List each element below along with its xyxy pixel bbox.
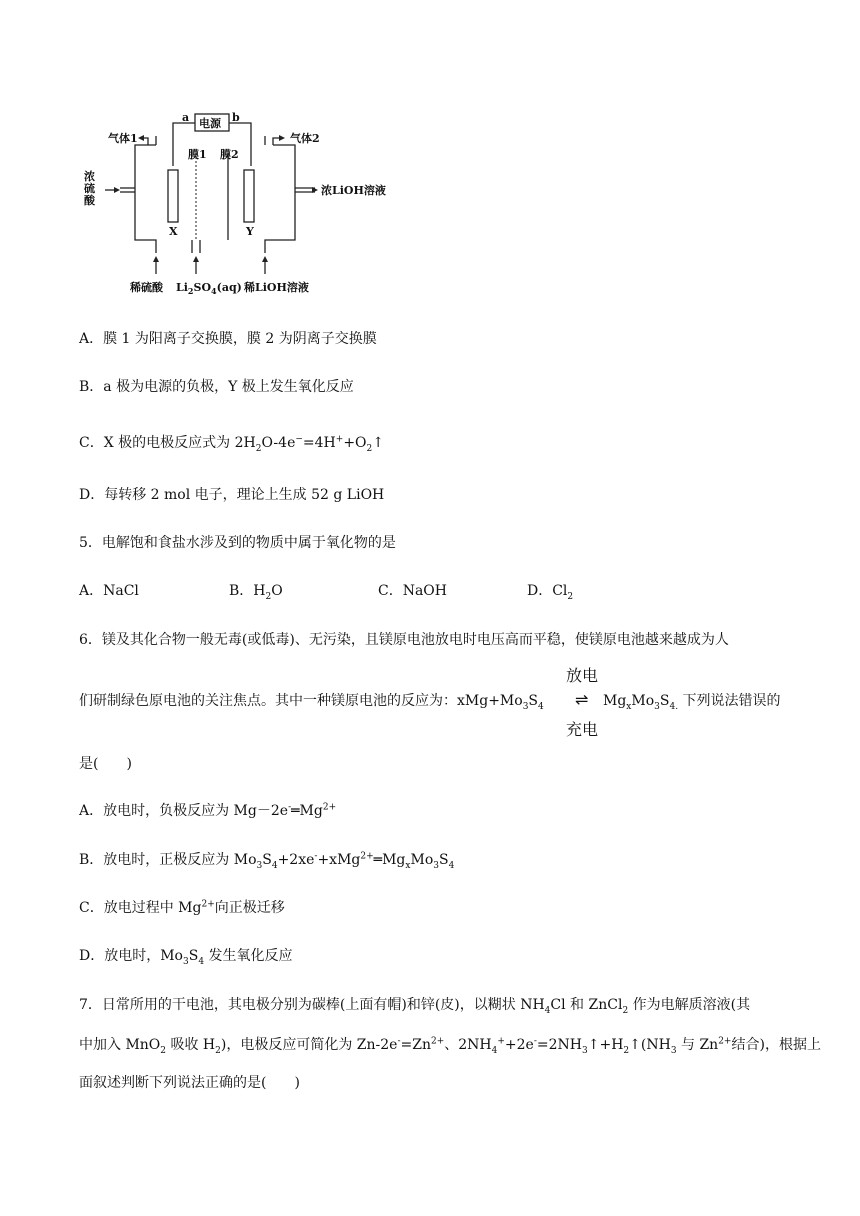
q6-product: $Mg_xMo_3S_{4.}$ 下列说法错误的 xyxy=(603,693,781,712)
q6-eq-discharge: 放电 xyxy=(566,666,599,685)
electrolysis-diagram xyxy=(80,108,410,304)
q7-stem-line3: 面叙述判断下列说法正确的是( ) xyxy=(79,1075,300,1091)
q6-option-c: C．放电过程中 $Mg^{2+}$向正极迁移 xyxy=(79,899,285,916)
q6-option-a: A．放电时，负极反应为 $Mg-2e^-═Mg^{2+}$ xyxy=(79,802,337,819)
q6-stem-line1: 6．镁及其化合物一般无毒(或低毒)、无污染，且镁原电池放电时电压高而平稳，使镁原电池越来越成为人 xyxy=(79,632,729,648)
conc-acid-label-1: 浓 xyxy=(84,170,95,183)
dilute-acid-label: 稀硫酸 xyxy=(130,281,163,294)
conc-acid-label-2: 硫 xyxy=(84,182,95,195)
q5-option-d: D．$Cl_2$ xyxy=(527,583,574,602)
conc-acid-label-3: 酸 xyxy=(84,194,95,207)
q6-stem-line2: 们研制绿色原电池的关注焦点。其中一种镁原电池的反应为：$xMg+Mo_3S_4$ xyxy=(79,693,544,712)
q6-eq-charge: 充电 xyxy=(566,720,599,739)
q6-eq-arrow: ⇌ xyxy=(575,690,589,709)
q7-stem-line2: 中加入 MnO$_2$ 吸收 $H_2$)，电极反应可简化为 $Zn-2e^-=Zn^{2+}$、$2NH_4^++2e^-=2NH_3↑+H_2↑(NH_3$ 与 $Zn^{2+}$结合)，根据上 xyxy=(79,1036,821,1056)
li2so4-label: $Li_2SO_4(aq)$ xyxy=(176,281,242,296)
q5-option-c: C．NaOH xyxy=(378,583,447,599)
conc-lioh-label: 浓LiOH溶液 xyxy=(321,184,386,197)
q5-option-b: B．$H_2O$ xyxy=(229,583,283,602)
electrode-y-label: Y xyxy=(246,225,254,238)
dilute-lioh-label: 稀LiOH溶液 xyxy=(244,281,309,294)
terminal-a-label: a xyxy=(182,111,190,124)
q5-option-a: A．NaCl xyxy=(79,583,139,599)
electrolysis-cell-svg xyxy=(80,108,410,304)
q7-stem-line1: 7．日常所用的干电池，其电极分别为碳棒(上面有帽)和锌(皮)，以糊状 $NH_4Cl$ 和 ZnCl$_2$ 作为电解质溶液(其 xyxy=(79,997,751,1016)
q6-option-d: D．放电时，$Mo_3S_4$ 发生氧化反应 xyxy=(79,948,293,967)
membrane2-label: 膜2 xyxy=(220,148,239,161)
electrode-x xyxy=(168,170,178,222)
membrane1-label: 膜1 xyxy=(188,148,207,161)
q4-option-d: D．每转移 2 mol 电子，理论上生成 52 g LiOH xyxy=(79,487,385,503)
power-supply-label: 电源 xyxy=(199,117,221,130)
q6-option-b: B．放电时，正极反应为 $Mo_3S_4+2xe^-+xMg^{2+}═Mg_xMo_3S_4$ xyxy=(79,851,455,871)
q4-option-a: A．膜 1 为阳离子交换膜，膜 2 为阴离子交换膜 xyxy=(79,331,377,347)
q6-stem-line3: 是( ) xyxy=(79,756,132,772)
q5-stem: 5．电解饱和食盐水涉及到的物质中属于氧化物的是 xyxy=(79,535,396,551)
gas1-label: 气体1 xyxy=(108,132,138,145)
q4-option-c: C．X 极的电极反应式为 $2H_2O-4e^-=4H^++O_2↑$ xyxy=(79,434,384,454)
q4-option-b: B．a 极为电源的负极，Y 极上发生氧化反应 xyxy=(79,379,354,395)
terminal-b-label: b xyxy=(232,111,240,124)
electrode-y xyxy=(244,170,254,222)
gas2-label: 气体2 xyxy=(290,132,320,145)
electrode-x-label: X xyxy=(169,225,178,238)
